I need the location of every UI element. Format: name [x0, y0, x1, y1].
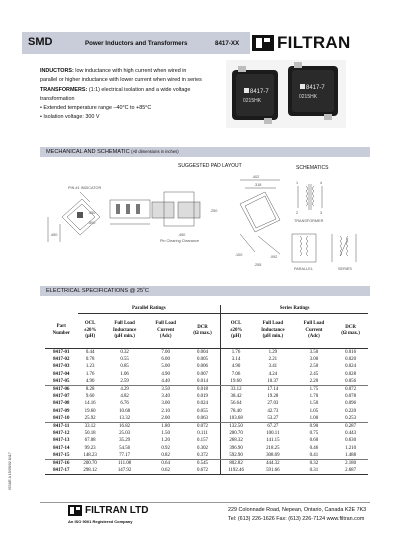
table-row: [45, 349, 368, 357]
footer-rule: [40, 502, 370, 503]
cell-series-fl-current: 2.50: [309, 364, 319, 370]
cell-parallel-fl-current: 7.00: [161, 350, 170, 355]
table-row: [45, 437, 368, 444]
cell-parallel-ocl: 50.18: [84, 431, 96, 437]
cell-parallel-ocl: 200.70: [83, 461, 97, 467]
svg-text:4: 4: [320, 181, 323, 185]
cell-series-ocl: 38.42: [221, 393, 251, 400]
cell-parallel-fl-current: 1.50: [161, 431, 170, 437]
cell-series-fl-current: 2.20: [295, 378, 333, 386]
cell-series-fl-current: 0.46: [309, 445, 319, 451]
cell-parallel-fl-inductance: 1.06: [120, 371, 129, 377]
cell-series-fl-inductance: 308.69: [251, 452, 295, 460]
group-series-ratings: Series Ratings: [221, 305, 368, 314]
feature-temperature: • Extended temperature range –40°C to +85°C: [40, 105, 152, 112]
cell-series-fl-current: 0.32: [309, 461, 319, 467]
cell-part-number: 8417-15: [45, 452, 78, 460]
transformers-label: TRANSFORMERS:: [40, 86, 88, 93]
filtran-logo-text: FILTRAN: [277, 33, 351, 52]
cell-parallel-fl-inductance: 13.32: [103, 415, 147, 423]
cell-series-dcr: 2.687: [333, 467, 368, 475]
cell-series-ocl: 7.06: [221, 371, 251, 378]
cell-part-number: 8417-01: [53, 350, 70, 355]
header-smd: SMD: [28, 36, 53, 48]
inductors-text-1: low inductance with high current when wired in: [73, 68, 187, 74]
pad-layout-caption: SUGGESTED PAD LAYOUT: [178, 163, 242, 169]
cell-part-number: 8417-02: [53, 357, 70, 363]
header-series: 8417-XX: [215, 40, 240, 47]
cell-parallel-fl-inductance: 77.17: [103, 452, 147, 460]
cell-parallel-fl-inductance: 4.29: [120, 387, 129, 393]
col-series-full-load-current: Full Load Current (Adc): [295, 314, 333, 349]
table-row: [45, 393, 368, 400]
svg-text:2: 2: [296, 211, 299, 215]
cell-parallel-fl-inductance: 35.29: [119, 438, 131, 444]
dim-100: .100: [235, 253, 243, 257]
cell-parallel-ocl: 0.44: [85, 350, 95, 355]
cell-series-dcr: 0.072: [345, 387, 357, 393]
cell-part-number: 8417-16: [53, 461, 70, 467]
cell-parallel-fl-inductance: 0.32: [120, 350, 129, 355]
cell-part-number: 8417-07: [53, 394, 70, 400]
cell-series-fl-current: 0.60: [309, 438, 319, 444]
cell-series-dcr: 1.210: [345, 445, 357, 451]
cell-series-ocl: 132.50: [221, 423, 251, 431]
cell-series-dcr: 0.056: [333, 378, 368, 386]
schematics-caption: SCHEMATICS: [296, 165, 329, 171]
cell-series-fl-inductance: 19.28: [267, 394, 279, 400]
cell-parallel-dcr: 0.024: [197, 401, 209, 407]
cell-series-fl-inductance: 3.41: [268, 364, 278, 370]
cell-series-fl-inductance: 4.24: [268, 371, 278, 377]
cell-series-dcr: 0.024: [345, 364, 357, 370]
cell-parallel-dcr: 0.672: [185, 467, 221, 475]
cell-series-ocl: 200.70: [221, 430, 251, 437]
cell-series-ocl: 78.40: [221, 408, 251, 415]
cell-series-fl-inductance: 10.37: [251, 378, 295, 386]
inductors-text-2: parallel or higher inductance with lower current when wired in series: [40, 77, 202, 84]
transformers-text-1: (1:1) electrical isolation and a wide voltage: [87, 86, 191, 93]
col-parallel-ocl: OCL ±20% (µH): [78, 314, 103, 349]
cell-series-dcr: 0.253: [333, 415, 368, 423]
cell-part-number: 8417-11: [53, 424, 70, 430]
cell-series-dcr: 0.443: [345, 431, 357, 437]
parallel-schematic: [292, 234, 316, 271]
cell-series-fl-current: 1.75: [309, 387, 319, 393]
cell-parallel-ocl: 1.76: [85, 371, 95, 377]
clearance-note: Pin Clearing Clearance: [160, 239, 200, 243]
cell-parallel-fl-current: 0.64: [161, 461, 170, 467]
cell-series-fl-inductance: 42.73: [267, 408, 279, 414]
table-row: [45, 363, 368, 370]
cell-parallel-dcr: 0.014: [185, 378, 221, 386]
cell-series-dcr: 1.488: [333, 452, 368, 460]
photo-date-code-right: 0215HK: [299, 94, 318, 100]
cell-parallel-fl-current: 1.20: [161, 438, 170, 444]
cell-parallel-dcr: 0.006: [197, 364, 209, 370]
dim-250: .250: [210, 209, 218, 213]
issue-side-text: ISSUE A 15/09/02 8417: [8, 452, 12, 490]
cell-parallel-fl-current: 4.40: [146, 378, 184, 386]
cell-series-dcr: 2.180: [345, 461, 357, 467]
feature-isolation: • Isolation voltage: 300 V: [40, 114, 100, 121]
cell-parallel-dcr: 0.063: [185, 415, 221, 423]
cell-parallel-fl-current: 2.00: [146, 415, 184, 423]
mechanical-section-title: MECHANICAL AND SCHEMATIC: [46, 149, 130, 155]
cell-parallel-dcr: 0.019: [197, 394, 209, 400]
cell-parallel-dcr: 0.005: [197, 357, 209, 363]
cell-parallel-dcr: 0.018: [197, 387, 209, 393]
cell-series-dcr: 0.028: [345, 371, 357, 377]
electrical-section-bar: [40, 286, 370, 296]
cell-series-fl-current: 0.31: [295, 467, 333, 475]
cell-parallel-dcr: 0.545: [197, 461, 209, 467]
cell-series-ocl: 396.90: [221, 445, 251, 452]
mechanical-section-bar: [40, 147, 370, 157]
electrical-section-title: ELECTRICAL SPECIFICATIONS @ 25˚C: [46, 288, 149, 294]
cell-parallel-fl-current: 5.00: [161, 364, 170, 370]
cell-parallel-dcr: 0.004: [197, 350, 209, 355]
cell-series-ocl: 33.12: [221, 386, 251, 394]
cell-parallel-ocl: 14.16: [84, 401, 96, 407]
cell-series-fl-current: 0.41: [295, 452, 333, 460]
cell-series-dcr: 0.096: [345, 401, 357, 407]
cell-parallel-fl-current: 3.50: [161, 387, 170, 393]
cell-series-fl-inductance: 1.29: [268, 350, 278, 355]
cell-parallel-ocl: 8.28: [85, 387, 95, 393]
table-row: [45, 408, 368, 415]
cell-parallel-fl-inductance: 25.03: [119, 431, 131, 437]
cell-parallel-fl-inductance: 147.92: [103, 467, 147, 475]
cell-series-fl-inductance: 67.27: [267, 424, 279, 430]
series-label: SERIES: [338, 267, 352, 271]
table-row: [45, 452, 368, 460]
cell-parallel-fl-inductance: 10.68: [119, 408, 131, 414]
cell-series-fl-inductance: 218.25: [266, 445, 280, 451]
transformers-text-2: transformation: [40, 95, 75, 102]
dim-092: .092: [270, 255, 278, 259]
cell-parallel-fl-inductance: 6.76: [120, 401, 129, 407]
dim-450-top: .450: [88, 211, 96, 215]
cell-series-fl-current: 3.00: [309, 357, 319, 363]
outline-view: [48, 192, 100, 242]
pin1-indicator: PIN #1 INDICATOR: [68, 186, 102, 190]
inductor-left: [232, 66, 278, 124]
cell-series-fl-current: 0.75: [309, 431, 319, 437]
mechanical-drawings: [40, 172, 370, 280]
svg-text:3: 3: [320, 211, 323, 215]
dim-255: .255: [254, 263, 262, 267]
pad-layout: [152, 192, 217, 243]
cell-series-ocl: 19.60: [221, 378, 251, 386]
cell-series-dcr: 0.630: [345, 438, 357, 444]
photo-part-label-right: 8417-7: [306, 85, 325, 91]
table-row: [45, 356, 368, 363]
footer-logo-text: FILTRAN LTD: [85, 505, 149, 516]
cell-series-fl-current: 1.05: [309, 408, 319, 414]
cell-part-number: 8417-05: [45, 378, 78, 386]
cell-series-dcr: 0.078: [345, 394, 357, 400]
table-row: [45, 386, 368, 394]
cell-series-fl-inductance: 53.27: [251, 415, 295, 423]
specs-table-body: [45, 349, 368, 475]
photo-date-code-left: 0215HK: [243, 98, 262, 104]
cell-parallel-fl-inductance: 0.85: [120, 364, 129, 370]
cell-parallel-ocl: 9.60: [85, 394, 95, 400]
cell-series-ocl: 3.14: [221, 356, 251, 363]
filtran-logo: [252, 32, 351, 54]
cell-series-fl-current: 2.45: [309, 371, 319, 377]
cell-series-dcr: 0.220: [345, 408, 357, 414]
dim-450-left: .450: [50, 233, 58, 237]
cell-parallel-ocl: 67.08: [84, 438, 96, 444]
cell-parallel-fl-current: 4.90: [161, 371, 170, 377]
cell-part-number: 8417-13: [53, 438, 70, 444]
table-row: [45, 423, 368, 431]
cell-parallel-fl-current: 3.40: [161, 394, 170, 400]
inductor-right: [288, 62, 338, 120]
cell-parallel-fl-inductance: 2.59: [103, 378, 147, 386]
cell-part-number: 8417-09: [53, 408, 70, 414]
col-series-ocl: OCL ±20% (µH): [221, 314, 251, 349]
cell-parallel-ocl: 1.23: [85, 364, 95, 370]
specs-table: [45, 305, 368, 475]
cell-series-dcr: 0.020: [345, 357, 357, 363]
cell-series-fl-inductance: 17.14: [267, 387, 279, 393]
cell-series-ocl: 592.90: [221, 452, 251, 460]
header-title: Power Inductors and Transformers: [85, 40, 188, 47]
dim-500: .500: [88, 221, 96, 225]
table-row: [45, 415, 368, 423]
cell-part-number: 8417-17: [45, 467, 78, 475]
footer-logo: [68, 505, 149, 516]
cell-series-fl-inductance: 2.21: [268, 357, 278, 363]
cell-parallel-ocl: 4.90: [78, 378, 103, 386]
cell-series-ocl: 1.76: [221, 349, 251, 357]
transformer-schematic: [294, 181, 324, 223]
cell-parallel-ocl: 99.23: [84, 445, 96, 451]
cell-part-number: 8417-12: [53, 431, 70, 437]
cell-series-fl-current: 1.00: [295, 415, 333, 423]
cell-series-fl-inductance: 100.11: [266, 431, 280, 437]
cell-series-fl-inductance: 591.66: [251, 467, 295, 475]
cell-part-number: 8417-14: [53, 445, 70, 451]
inductors-label: INDUCTORS:: [40, 68, 74, 74]
cell-series-dcr: 0.016: [345, 350, 357, 355]
cell-part-number: 8417-04: [53, 371, 70, 377]
photo-part-label-left: 8417-7: [250, 89, 269, 95]
footer-contact: Tel: (613) 226-1626 Fax: (613) 226-7124 www.filtran.com: [228, 516, 365, 522]
filtran-logo-mark: [252, 35, 274, 51]
cell-parallel-fl-current: 3.00: [161, 401, 170, 407]
col-parallel-full-load-inductance: Full Load Inductance (µH min.): [103, 314, 147, 349]
cell-series-fl-current: 1.50: [309, 401, 319, 407]
svg-text:1: 1: [296, 181, 299, 185]
cell-series-fl-inductance: 444.32: [266, 461, 280, 467]
cell-series-dcr: 0.287: [345, 424, 357, 430]
table-row: [45, 400, 368, 407]
cell-series-ocl: 268.32: [221, 437, 251, 444]
cell-parallel-fl-inductance: 16.82: [119, 424, 131, 430]
dim-395: .450: [178, 233, 186, 237]
cell-parallel-dcr: 0.072: [197, 424, 209, 430]
cell-parallel-fl-inductance: 111.08: [118, 461, 132, 467]
col-part-number: Part Number: [45, 314, 78, 349]
cell-parallel-ocl: 148.23: [78, 452, 103, 460]
table-row: [45, 445, 368, 452]
cell-part-number: 8417-08: [53, 401, 70, 407]
cell-series-fl-inductance: 141.15: [266, 438, 280, 444]
cell-parallel-dcr: 0.055: [197, 408, 209, 414]
cell-parallel-ocl: 298.12: [78, 467, 103, 475]
dim-318: .318: [254, 183, 262, 187]
cell-part-number: 8417-10: [45, 415, 78, 423]
footer-iso-note: An ISO 9001 Registered Company: [68, 519, 133, 524]
cell-parallel-ocl: 0.78: [85, 357, 95, 363]
footprint-view: [235, 175, 280, 267]
cell-series-ocl: 1192.46: [221, 467, 251, 475]
table-row: [45, 378, 368, 386]
cell-part-number: 8417-06: [53, 387, 70, 393]
col-series-dcr: DCR (Ω max.): [333, 314, 368, 349]
series-schematic: [332, 234, 356, 271]
table-row: [45, 460, 368, 468]
col-parallel-dcr: DCR (Ω max.): [185, 314, 221, 349]
cell-parallel-fl-current: 6.00: [161, 357, 170, 363]
mechanical-section-subtitle: (All dimensions in inches): [131, 149, 179, 154]
cell-series-ocl: 103.68: [221, 415, 251, 423]
cell-series-ocl: 4.90: [221, 363, 251, 370]
cell-series-fl-current: 0.90: [309, 424, 319, 430]
cell-parallel-fl-inductance: 4.82: [120, 394, 129, 400]
cell-parallel-fl-inductance: 0.55: [120, 357, 129, 363]
side-view: [110, 200, 150, 224]
cell-series-ocl: 56.64: [221, 400, 251, 407]
cell-series-fl-current: 3.50: [309, 350, 319, 355]
cell-parallel-ocl: 19.60: [84, 408, 96, 414]
cell-parallel-dcr: 0.111: [197, 431, 208, 437]
transformer-label: TRANSFORMER: [294, 219, 324, 223]
col-series-full-load-inductance: Full Load Inductance (µH min.): [251, 314, 295, 349]
cell-parallel-fl-current: 1.80: [161, 424, 170, 430]
cell-part-number: 8417-03: [53, 364, 70, 370]
footer-logo-mark: [68, 505, 82, 516]
product-description: [40, 67, 240, 123]
cell-parallel-fl-current: 0.82: [146, 452, 184, 460]
cell-series-ocl: 802.82: [221, 460, 251, 468]
parallel-label: PARALLEL: [294, 267, 313, 271]
cell-parallel-fl-inductance: 54.56: [119, 445, 131, 451]
table-row: [45, 467, 368, 475]
dim-402: .402: [252, 175, 260, 179]
footer-address: 229 Colonnade Road, Nepean, Ontario, Canada K2E 7K3: [228, 507, 367, 513]
cell-parallel-fl-current: 0.62: [146, 467, 184, 475]
cell-parallel-dcr: 0.372: [185, 452, 221, 460]
col-parallel-full-load-current: Full Load Current (Adc): [146, 314, 184, 349]
group-parallel-ratings: Parallel Ratings: [78, 305, 221, 314]
cell-parallel-dcr: 0.302: [197, 445, 209, 451]
table-row: [45, 371, 368, 378]
cell-parallel-fl-current: 0.92: [161, 445, 170, 451]
cell-parallel-dcr: 0.157: [197, 438, 209, 444]
cell-parallel-ocl: 25.92: [78, 415, 103, 423]
cell-parallel-fl-current: 2.10: [161, 408, 170, 414]
cell-series-fl-inductance: 27.03: [267, 401, 279, 407]
cell-series-fl-current: 1.70: [309, 394, 319, 400]
cell-parallel-dcr: 0.007: [197, 371, 209, 377]
cell-parallel-ocl: 33.12: [84, 424, 96, 430]
product-photo: [226, 60, 346, 128]
table-row: [45, 430, 368, 437]
